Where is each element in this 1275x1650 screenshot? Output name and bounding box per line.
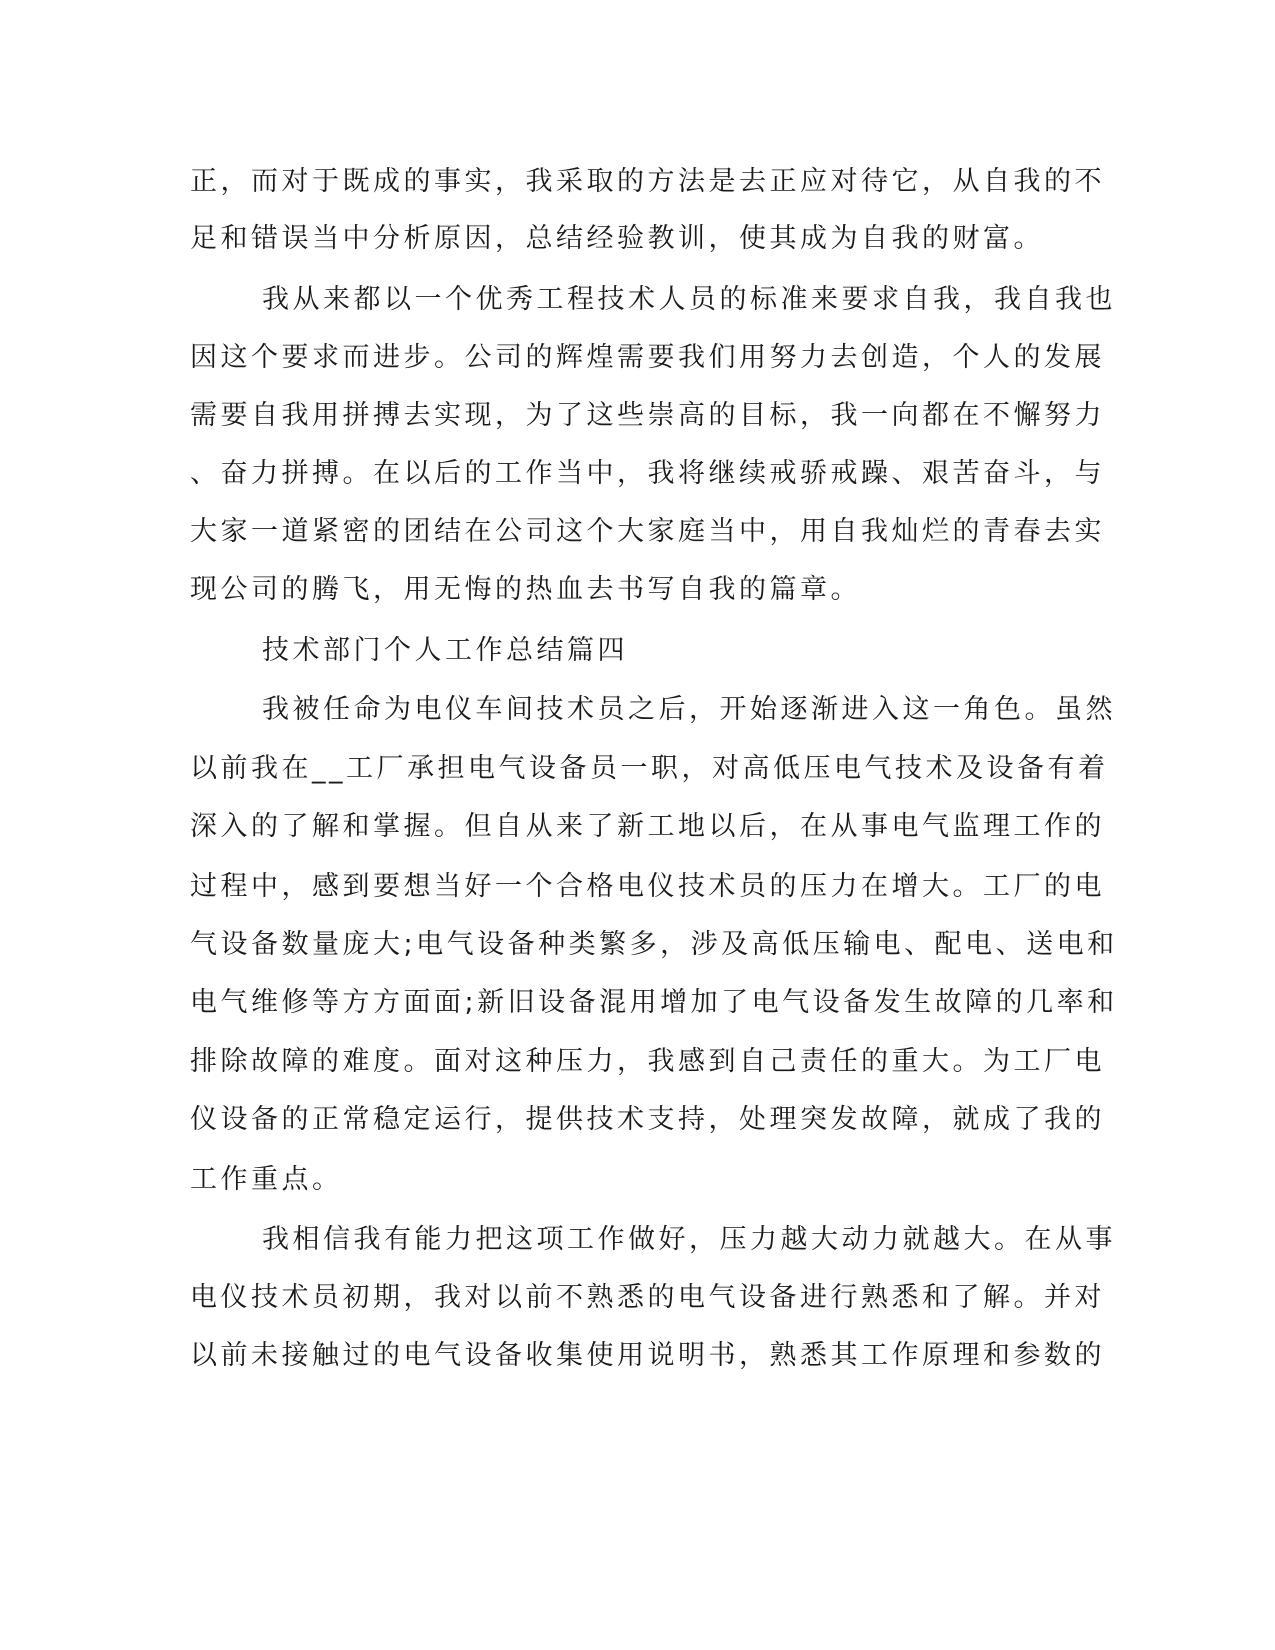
paragraph-line: 深入的了解和掌握。但自从来了新工地以后，在从事电气监理工作的 xyxy=(190,811,1105,842)
paragraph-line: 我相信我有能力把这项工作做好，压力越大动力就越大。在从事 xyxy=(262,1224,1116,1255)
paragraph-line: 我被任命为电仪车间技术员之后，开始逐渐进入这一角色。虽然 xyxy=(262,694,1116,725)
paragraph-line: 气设备数量庞大;电气设备种类繁多，涉及高低压输电、配电、送电和 xyxy=(190,929,1118,960)
paragraph-line: 因这个要求而进步。公司的辉煌需要我们用努力去创造，个人的发展 xyxy=(190,342,1105,373)
paragraph-line: 过程中，感到要想当好一个合格电仪技术员的压力在增大。工厂的电 xyxy=(190,871,1105,902)
paragraph-line: 我从来都以一个优秀工程技术人员的标准来要求自我，我自我也 xyxy=(262,284,1116,315)
paragraph-line: 正，而对于既成的事实，我采取的方法是去正应对待它，从自我的不 xyxy=(190,166,1105,197)
paragraph-line: 仪设备的正常稳定运行，提供技术支持，处理突发故障，就成了我的 xyxy=(190,1104,1105,1135)
paragraph-line: 电仪技术员初期，我对以前不熟悉的电气设备进行熟悉和了解。并对 xyxy=(190,1282,1105,1313)
paragraph-line: 足和错误当中分析原因，总结经验教训，使其成为自我的财富。 xyxy=(190,223,1044,254)
paragraph-line: 以前未接触过的电气设备收集使用说明书，熟悉其工作原理和参数的 xyxy=(190,1340,1105,1371)
paragraph-line: 工作重点。 xyxy=(190,1164,343,1195)
paragraph-line: 现公司的腾飞，用无悔的热血去书写自我的篇章。 xyxy=(190,574,861,605)
paragraph-line: 大家一道紧密的团结在公司这个大家庭当中，用自我灿烂的青春去实 xyxy=(190,516,1105,547)
paragraph-line: 、奋力拼搏。在以后的工作当中，我将继续戒骄戒躁、艰苦奋斗，与 xyxy=(190,458,1105,489)
section-heading: 技术部门个人工作总结篇四 xyxy=(262,635,628,666)
paragraph-line: 以前我在__工厂承担电气设备员一职，对高低压电气技术及设备有着 xyxy=(190,753,1109,784)
paragraph-line: 排除故障的难度。面对这种压力，我感到自己责任的重大。为工厂电 xyxy=(190,1046,1105,1077)
paragraph-line: 需要自我用拼搏去实现，为了这些崇高的目标，我一向都在不懈努力 xyxy=(190,400,1105,431)
paragraph-line: 电气维修等方方面面;新旧设备混用增加了电气设备发生故障的几率和 xyxy=(190,987,1118,1018)
